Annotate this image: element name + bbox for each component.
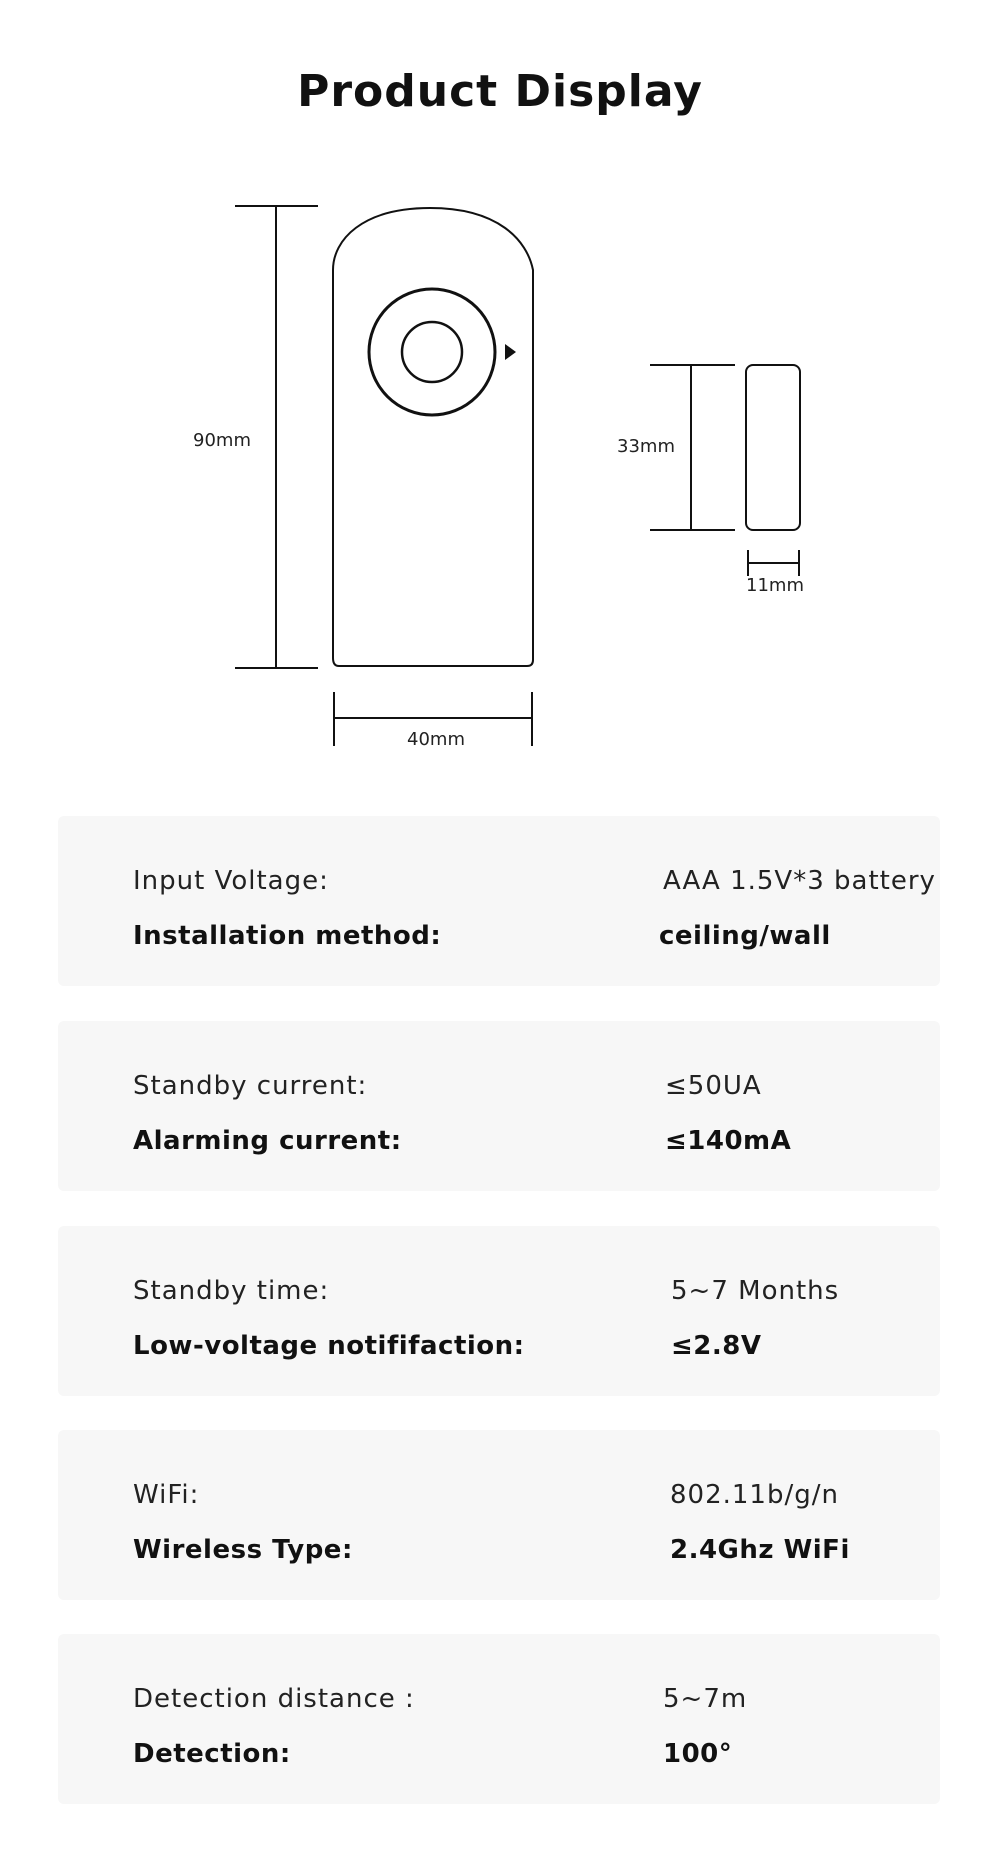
sensor-lens: [402, 322, 462, 382]
device-side-outline: [746, 365, 800, 530]
spec-row: [133, 864, 936, 898]
indicator-arrow-icon: [505, 344, 516, 360]
spec-value: 2.4Ghz WiFi: [670, 1535, 850, 1565]
spec-card-wireless: [58, 1430, 940, 1600]
spec-value: ceiling/wall: [659, 921, 831, 951]
spec-row: [133, 1069, 910, 1103]
spec-row: [133, 1533, 910, 1567]
spec-value: ≤140mA: [665, 1126, 792, 1156]
spec-row: [133, 919, 910, 953]
spec-value: ≤50UA: [665, 1071, 762, 1101]
spec-value: 802.11b/g/n: [670, 1480, 839, 1510]
spec-row: [133, 1682, 910, 1716]
spec-label: Alarming current:: [133, 1126, 402, 1156]
page-title: Product Display: [297, 66, 703, 117]
spec-row: [133, 1329, 910, 1363]
side-depth-dimension-line: [748, 550, 799, 576]
spec-label: Standby current:: [133, 1071, 368, 1101]
spec-value: AAA 1.5V*3 battery: [663, 866, 936, 896]
spec-card-standby: [58, 1226, 940, 1396]
spec-label: Low-voltage notififaction:: [133, 1331, 525, 1361]
spec-row: [133, 1274, 910, 1308]
spec-row: [133, 1737, 910, 1771]
sensor-outer-ring: [369, 289, 495, 415]
spec-label: WiFi:: [133, 1480, 200, 1510]
spec-label: Standby time:: [133, 1276, 330, 1306]
spec-value: 5~7m: [663, 1684, 748, 1714]
spec-row: [133, 1124, 910, 1158]
spec-value: 5~7 Months: [671, 1276, 840, 1306]
spec-label: Detection:: [133, 1739, 291, 1769]
spec-row: [133, 1478, 910, 1512]
side-depth-dimension-label: 11mm: [746, 575, 804, 596]
height-dimension-label: 90mm: [193, 430, 251, 451]
spec-label: Detection distance :: [133, 1684, 415, 1714]
spec-card-power: [58, 816, 940, 986]
spec-label: Wireless Type:: [133, 1535, 353, 1565]
spec-value: 100°: [663, 1739, 733, 1769]
spec-card-detection: [58, 1634, 940, 1804]
spec-value: ≤2.8V: [671, 1331, 762, 1361]
spec-label: Input Voltage:: [133, 866, 329, 896]
spec-label: Installation method:: [133, 921, 442, 951]
width-dimension-label: 40mm: [407, 729, 465, 750]
product-dimension-diagram: [0, 180, 1000, 770]
device-front-outline: [333, 208, 533, 666]
spec-card-current: [58, 1021, 940, 1191]
side-height-dimension-label: 33mm: [617, 436, 675, 457]
